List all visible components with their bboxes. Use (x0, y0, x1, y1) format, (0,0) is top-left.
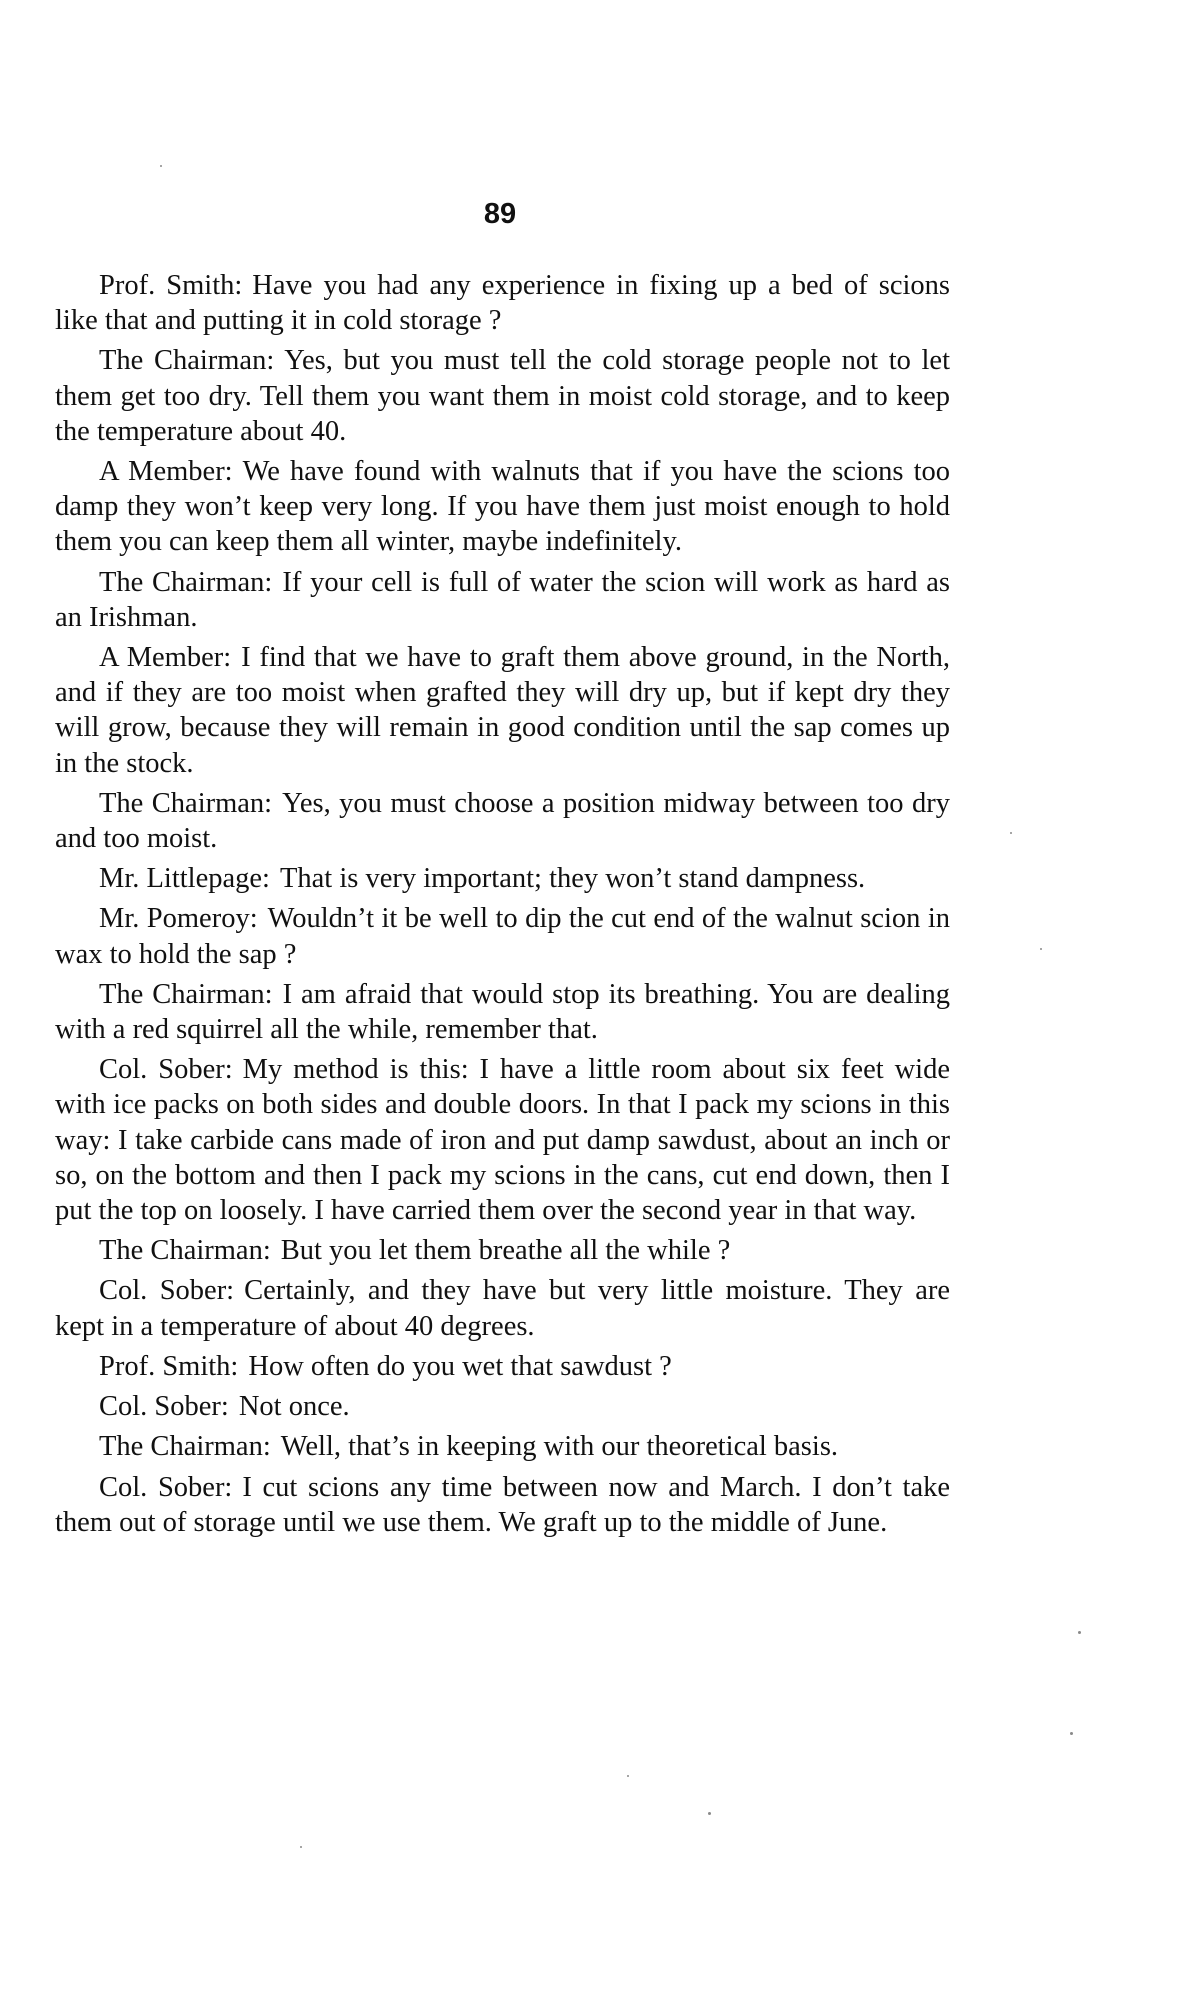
scan-speck (1078, 1631, 1081, 1634)
speaker-name: Col. Sober: (99, 1391, 229, 1423)
dialogue-paragraph (55, 861, 950, 896)
speech-text: Certainly, and they have but very little moisture. They are kept in a temperature of about 40 degrees. (55, 1275, 950, 1342)
dialogue-paragraph (55, 1389, 950, 1424)
dialogue-paragraph (55, 343, 950, 449)
scan-speck (1040, 948, 1042, 950)
dialogue-paragraph (55, 1273, 950, 1343)
speaker-name: The Chairman: (99, 978, 273, 1010)
dialogue-paragraph (55, 640, 950, 781)
scan-speck (160, 165, 162, 167)
speech-text: That is very important; they won’t stand dampness. (279, 863, 866, 895)
speaker-name: Prof. Smith: (99, 270, 243, 301)
speaker-name: Mr. Pomeroy: (99, 903, 258, 935)
scan-speck (300, 1846, 302, 1848)
speech-text: Yes, but you must tell the cold storage people not to let them get too dry. Tell them you want them in moist cold storage, and to keep the temperature about 40. (55, 345, 950, 447)
page-number: 89 (483, 198, 517, 230)
speech-text: Wouldn’t it be well to dip the cut end of the walnut scion in wax to hold the sap ? (55, 903, 950, 970)
speaker-name: A Member: (99, 642, 232, 674)
speaker-name: Mr. Littlepage: (99, 863, 270, 895)
speaker-name: Col. Sober: (99, 1275, 235, 1307)
speech-text: Yes, you must choose a position midway between too dry and too moist. (55, 787, 950, 855)
dialogue-paragraph (55, 786, 950, 856)
scan-speck (708, 1812, 711, 1815)
speaker-name: The Chairman: (99, 345, 275, 377)
speaker-name: The Chairman: (99, 787, 273, 819)
scan-speck (1070, 1732, 1073, 1735)
dialogue-paragraph (55, 268, 950, 338)
speech-text: If your cell is full of water the scion will work as hard as an Irishman. (55, 566, 950, 633)
scan-speck (1010, 832, 1012, 834)
speech-text: How often do you wet that sawdust ? (248, 1350, 672, 1382)
speaker-name: The Chairman: (99, 566, 273, 598)
speaker-name: Col. Sober: (99, 1054, 233, 1086)
speech-text: Not once. (238, 1391, 350, 1423)
dialogue-paragraph (55, 1470, 950, 1540)
speech-text: Well, that’s in keeping with our theoretical basis. (280, 1431, 839, 1463)
speech-text: My method is this: I have a little room about six feet wide with ice packs on both sides and double doors. In that I pack my scions in this way: I take carbide cans made of iron and put damp sawdust, about an inch or so, on the bottom and then I pack my scions in the cans, cut end down, then I put the top on loosely. I have carried them over the second year in that way. (55, 1054, 950, 1227)
dialogue-paragraph (55, 1429, 950, 1464)
speech-text: I find that we have to graft them above ground, in the North, and if they are too moist when grafted they will dry up, but if kept dry they will grow, because they will remain in good condition until the sap comes up in the stock. (55, 642, 951, 779)
dialogue-paragraph (55, 565, 950, 635)
dialogue-paragraph (55, 454, 950, 560)
dialogue-paragraph (55, 1233, 950, 1268)
speech-text: Have you had any experience in fixing up a bed of scions like that and putting it in cold storage ? (55, 270, 951, 337)
dialogue-body (55, 268, 950, 1545)
speech-text: We have found with walnuts that if you have the scions too damp they won’t keep very long. If you have them just moist enough to hold them you can keep them all winter, maybe indefinitely. (55, 456, 950, 558)
speech-text: I am afraid that would stop its breathing. You are dealing with a red squirrel all the while, remember that. (55, 978, 950, 1046)
dialogue-paragraph (55, 1349, 950, 1384)
dialogue-paragraph (55, 977, 950, 1047)
speaker-name: Prof. Smith: (99, 1350, 239, 1382)
speech-text: But you let them breathe all the while ? (280, 1235, 731, 1267)
scan-speck (627, 1775, 629, 1777)
dialogue-paragraph (55, 1052, 950, 1228)
speaker-name: Col. Sober: (99, 1471, 233, 1503)
speaker-name: A Member: (99, 456, 233, 488)
dialogue-paragraph (55, 901, 950, 971)
speech-text: I cut scions any time between now and March. I don’t take them out of storage until we use them. We graft up to the middle of June. (55, 1471, 951, 1538)
speaker-name: The Chairman: (99, 1235, 271, 1267)
speaker-name: The Chairman: (99, 1431, 271, 1463)
